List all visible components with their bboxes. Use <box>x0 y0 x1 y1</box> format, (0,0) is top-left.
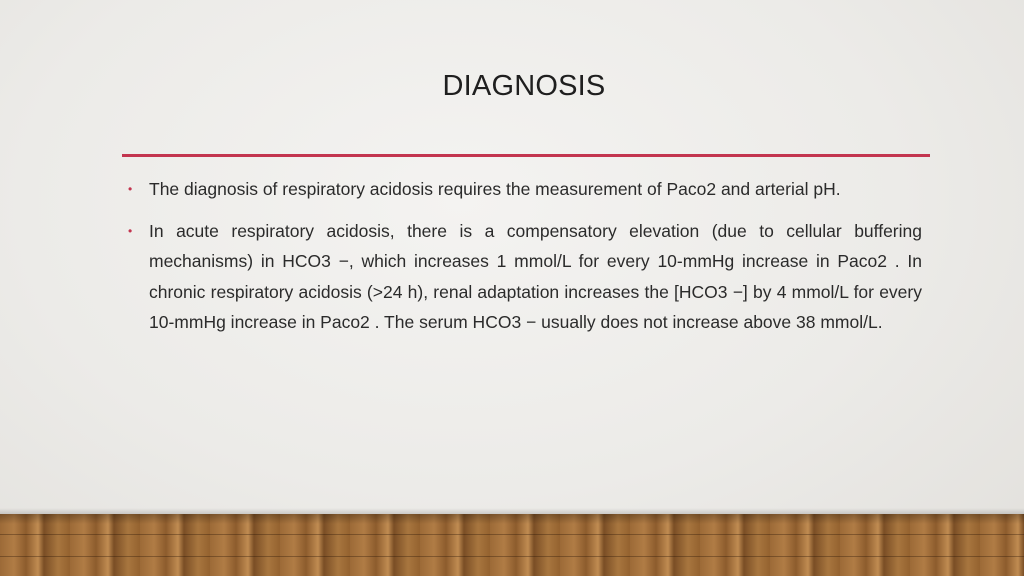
wood-floor-decoration <box>0 514 1024 576</box>
bullet-icon: • <box>128 182 133 196</box>
bullet-icon: • <box>128 223 133 238</box>
bullet-list <box>128 174 922 349</box>
floor-plank-seam <box>0 534 1024 535</box>
floor-plank-seam <box>0 556 1024 557</box>
bullet-item <box>128 174 922 205</box>
bullet-text: The diagnosis of respiratory acidosis requires the measurement of Paco2 and arterial pH. <box>149 179 841 199</box>
slide-title: DIAGNOSIS <box>442 70 606 102</box>
title-divider <box>122 154 930 157</box>
bullet-item <box>128 216 922 338</box>
bullet-text: In acute respiratory acidosis, there is a compensatory elevation (due to cellular buffering mechanisms) in HCO3 −, which increases 1 mmol/L for every 10-mmHg increase in Paco2 . In chronic respiratory acidosis (>24 h), renal adaptation increases the [HCO3 −] by 4 mmol/L for every 10-mmHg increase in Paco2 . The serum HCO3 − usually does not increase above 38 mmol/L. <box>149 220 922 332</box>
